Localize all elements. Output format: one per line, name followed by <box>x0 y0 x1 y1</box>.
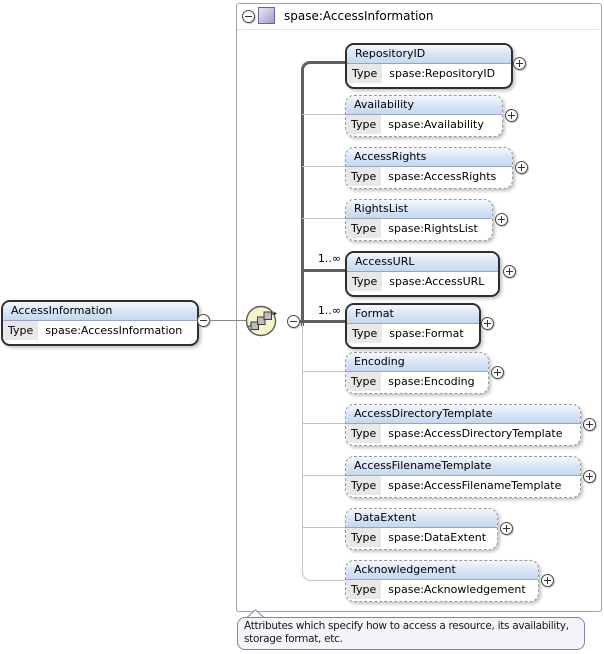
element-square-icon <box>258 7 275 24</box>
type-label: Type <box>346 372 381 391</box>
connector-accessurl <box>301 269 345 272</box>
connector-encoding <box>302 371 345 372</box>
connector-availability <box>302 114 345 115</box>
header-divider <box>237 29 599 30</box>
type-label: Type <box>347 64 382 83</box>
type-label: Type <box>346 476 381 495</box>
element-name: Format <box>347 305 479 324</box>
sequence-compositor-icon[interactable] <box>245 305 277 337</box>
container-title: spase:AccessInformation <box>284 9 434 23</box>
element-name: AccessInformation <box>3 302 197 321</box>
type-value: spase:AccessDirectoryTemplate <box>388 427 563 440</box>
type-value: spase:RightsList <box>388 222 478 235</box>
element-box-acknowledgement[interactable] <box>345 560 539 602</box>
trunk-connector <box>301 61 348 326</box>
element-name: Acknowledgement <box>346 561 538 580</box>
element-box-dataextent[interactable] <box>345 508 498 550</box>
type-label: Type <box>346 528 381 547</box>
type-label: Type <box>346 167 381 186</box>
element-box-availability[interactable] <box>345 95 503 137</box>
type-value: spase:AccessRights <box>388 170 497 183</box>
element-box-accessrights[interactable] <box>345 147 513 189</box>
collapse-minus-icon[interactable] <box>242 10 255 23</box>
element-box-root[interactable] <box>1 300 199 346</box>
expand-plus-icon[interactable] <box>500 522 513 535</box>
element-name: Availability <box>346 96 502 115</box>
type-value: spase:AccessURL <box>389 275 485 288</box>
element-name: DataExtent <box>346 509 497 528</box>
expand-plus-icon[interactable] <box>491 366 504 379</box>
expand-plus-icon[interactable] <box>515 161 528 174</box>
expand-plus-icon[interactable] <box>541 574 554 587</box>
element-name: AccessFilenameTemplate <box>346 457 580 476</box>
element-box-rightslist[interactable] <box>345 199 493 241</box>
expand-plus-icon[interactable] <box>583 470 596 483</box>
cardinality-label-accessurl: 1..∞ <box>317 252 341 265</box>
element-name: RightsList <box>346 200 492 219</box>
type-label: Type <box>347 272 382 291</box>
element-box-accessdirectorytemplate[interactable] <box>345 404 581 446</box>
connector-dataextent <box>302 527 345 528</box>
type-value: spase:AccessFilenameTemplate <box>388 479 562 492</box>
element-box-encoding[interactable] <box>345 352 489 394</box>
type-label: Type <box>346 219 381 238</box>
type-value: spase:DataExtent <box>388 531 487 544</box>
cardinality-label-format: 1..∞ <box>317 304 341 317</box>
element-box-accessurl[interactable] <box>345 251 500 297</box>
expand-plus-icon[interactable] <box>481 317 494 330</box>
type-label: Type <box>347 324 382 343</box>
connector-accessrights <box>302 166 345 167</box>
type-label: Type <box>346 424 381 443</box>
element-name: AccessDirectoryTemplate <box>346 405 580 424</box>
connector-accessfilenametemplate <box>302 475 345 476</box>
type-value: spase:Acknowledgement <box>388 583 526 596</box>
element-name: RepositoryID <box>347 45 511 64</box>
expand-plus-icon[interactable] <box>513 57 526 70</box>
type-label: Type <box>3 321 38 340</box>
type-value: spase:Encoding <box>388 375 475 388</box>
type-label: Type <box>346 580 381 599</box>
element-name: AccessRights <box>346 148 512 167</box>
expand-plus-icon[interactable] <box>495 213 508 226</box>
expand-plus-icon[interactable] <box>583 418 596 431</box>
element-name: AccessURL <box>347 253 498 272</box>
type-label: Type <box>346 115 381 134</box>
connector-accessdirectorytemplate <box>302 423 345 424</box>
type-value: spase:Format <box>389 327 464 340</box>
optional-trunk-connector <box>302 323 346 581</box>
expand-plus-icon[interactable] <box>503 265 516 278</box>
connector-rightslist <box>302 218 345 219</box>
type-value: spase:AccessInformation <box>45 324 183 337</box>
expand-plus-icon[interactable] <box>505 109 518 122</box>
type-value: spase:Availability <box>388 118 484 131</box>
element-box-accessfilenametemplate[interactable] <box>345 456 581 498</box>
type-value: spase:RepositoryID <box>389 67 496 80</box>
root-connector-line <box>209 320 247 321</box>
element-box-format[interactable] <box>345 303 481 349</box>
element-box-repositoryid[interactable] <box>345 43 513 89</box>
element-name: Encoding <box>346 353 488 372</box>
annotation-text: Attributes which specify how to access a resource, its availability, storage format, etc. <box>237 617 585 650</box>
